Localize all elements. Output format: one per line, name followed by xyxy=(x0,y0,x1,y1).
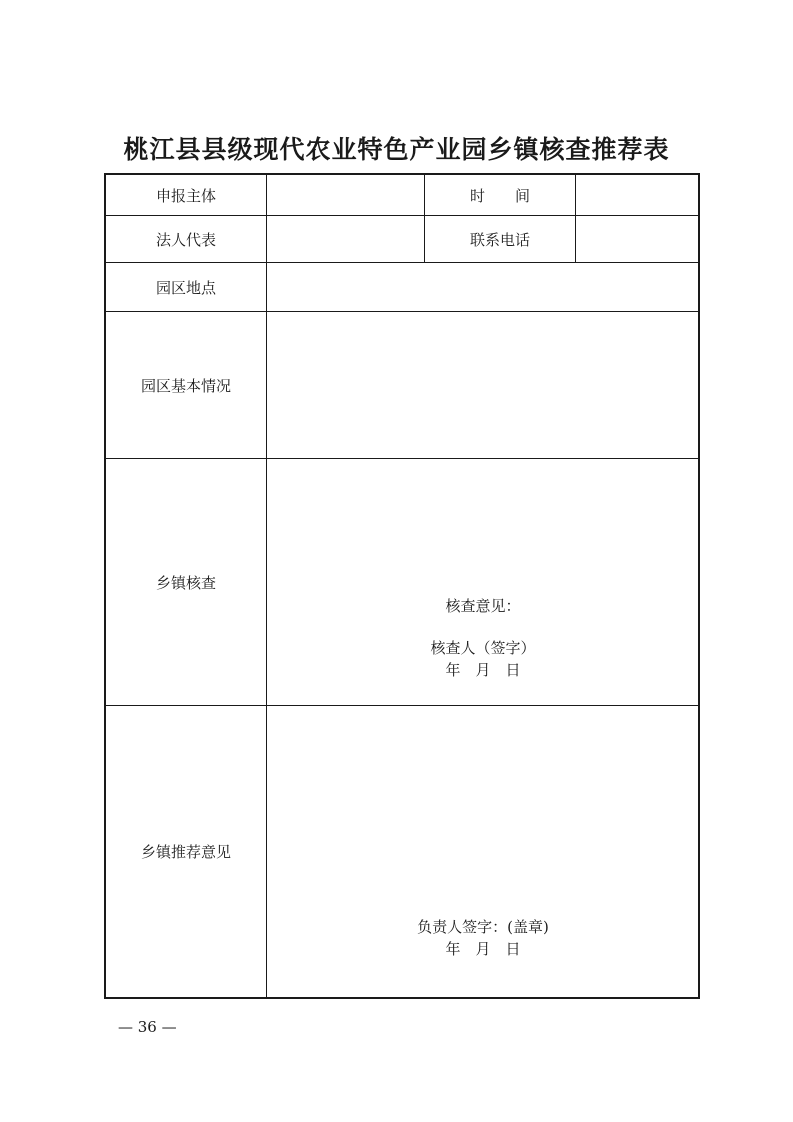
town-recommend-date-label: 年 月 日 xyxy=(445,940,521,958)
town-check-label: 乡镇核查 xyxy=(155,573,216,592)
page-number: — 36 — xyxy=(118,1018,177,1036)
town-recommend-signer-label: 负责人签字：(盖章) xyxy=(417,918,549,936)
location-label: 园区地点 xyxy=(155,278,216,297)
time-label: 时 间 xyxy=(469,186,530,205)
legal-rep-label: 法人代表 xyxy=(155,230,216,249)
form-title: 桃江县县级现代农业特色产业园乡镇核查推荐表 xyxy=(123,135,670,164)
applicant-field[interactable] xyxy=(267,175,424,215)
town-check-signer-label: 核查人（签字） xyxy=(430,639,536,657)
basic-info-field[interactable] xyxy=(267,312,698,458)
location-field[interactable] xyxy=(267,263,698,311)
town-recommend-signature-block xyxy=(268,916,698,960)
phone-label: 联系电话 xyxy=(469,230,530,249)
phone-field[interactable] xyxy=(576,216,698,262)
town-recommend-label: 乡镇推荐意见 xyxy=(140,843,231,861)
time-field[interactable] xyxy=(576,175,698,215)
recommendation-form-table xyxy=(104,173,700,999)
town-check-date-label: 年 月 日 xyxy=(445,661,521,679)
applicant-label: 申报主体 xyxy=(155,186,216,205)
basic-info-label: 园区基本情况 xyxy=(140,376,231,395)
town-check-opinion-label: 核查意见： xyxy=(445,597,521,615)
legal-rep-field[interactable] xyxy=(267,216,424,262)
town-check-signature-block xyxy=(268,637,698,681)
